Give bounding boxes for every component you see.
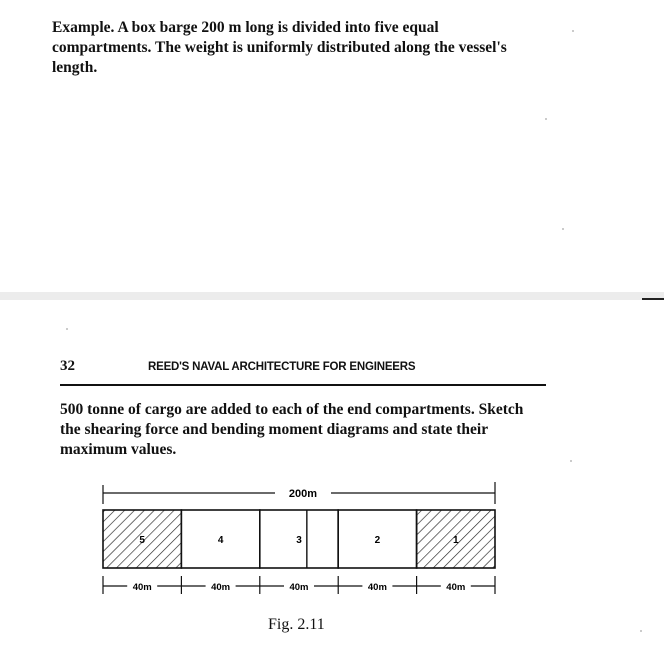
compartment-dim-labels [103, 576, 495, 594]
page-header [60, 358, 546, 386]
compartment-width-label: 40m [211, 582, 231, 593]
example-body: A box barge 200 m long is divided into five equal compartments. The weight is uniformly distributed along the vessel's length. [52, 19, 507, 76]
compartment-number: 3 [296, 535, 302, 546]
lower-page [0, 300, 664, 659]
compartment-number: 4 [217, 535, 224, 546]
example-lead: Example. [52, 19, 115, 36]
compartment-number: 1 [453, 535, 459, 546]
example-paragraph [52, 18, 540, 78]
page-number: 32 [60, 358, 75, 374]
compartment-width-label: 40m [446, 582, 466, 593]
problem-text: 500 tonne of cargo are added to each of the end compartments. Sketch the shearing force and bending moment diagrams and state their maximum values. [60, 401, 524, 458]
compartment-width-label: 40m [289, 582, 309, 593]
compartment-number: 5 [139, 535, 145, 546]
compartment-number: 2 [374, 535, 381, 546]
compartment-width-label: 40m [132, 582, 152, 593]
compartment-group [103, 510, 495, 568]
upper-page [0, 0, 664, 292]
running-title: REED'S NAVAL ARCHITECTURE FOR ENGINEERS [148, 361, 416, 373]
barge-figure [95, 480, 505, 605]
compartment-width-label: 40m [367, 582, 387, 593]
figure-caption: Fig. 2.11 [268, 616, 325, 633]
page-gap [0, 292, 664, 300]
overall-length-label: 200m [288, 488, 318, 500]
problem-paragraph [60, 400, 546, 460]
